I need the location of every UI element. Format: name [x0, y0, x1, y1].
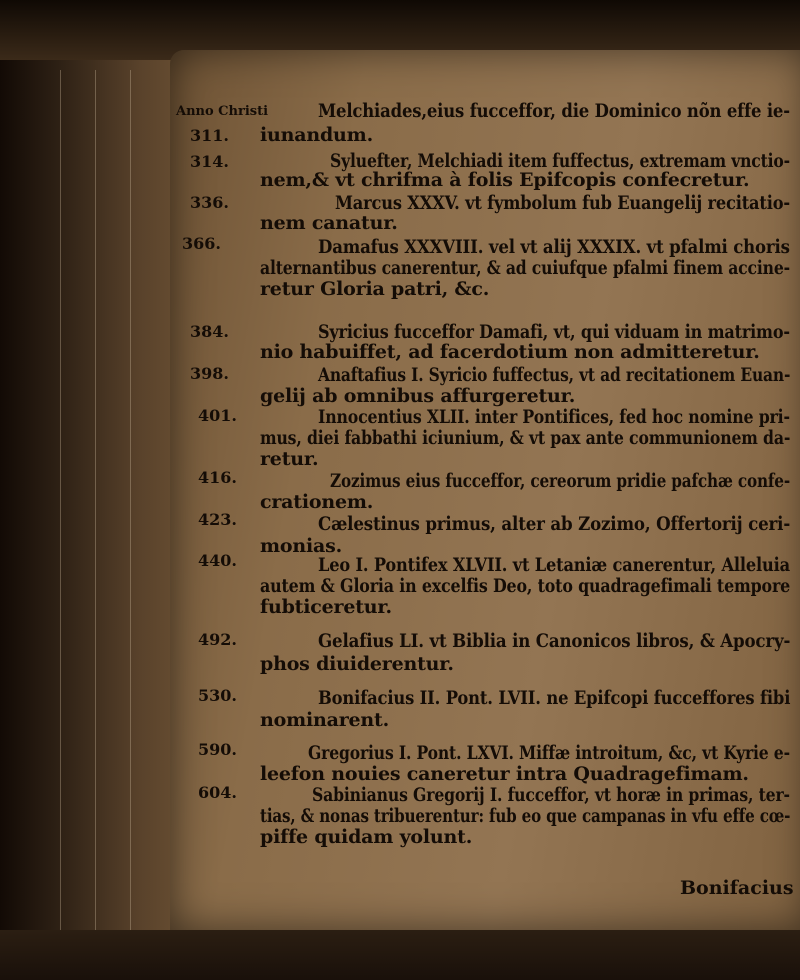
spine-edge-line	[95, 70, 96, 940]
year-label: 366.	[182, 234, 221, 253]
text-line: Zozimus eius fucceffor, cereorum pridie pafchæ confe-	[330, 470, 791, 492]
year-label: 440.	[198, 551, 237, 570]
year-label: 416.	[198, 468, 237, 487]
text-line: nem,& vt chrifma à folis Epifcopis confecretur.	[260, 169, 750, 191]
text-line: monias.	[260, 535, 343, 557]
text-line: gelij ab omnibus affurgeretur.	[260, 385, 576, 407]
text-line: Gregorius I. Pont. LXVI. Miffæ introitum, &c, vt Kyrie e-	[308, 742, 790, 764]
year-label: 530.	[198, 686, 237, 705]
text-line: phos diuiderentur.	[260, 653, 454, 675]
year-label: 336.	[190, 193, 229, 212]
text-line: iunandum.	[260, 124, 373, 146]
text-line: Melchiades,eius fucceffor, die Dominico nõn effe ie-	[318, 100, 790, 122]
text-line: Bonifacius II. Pont. LVII. ne Epifcopi fucceffores fibi	[318, 687, 791, 709]
text-line: tias, & nonas tribuerentur: fub eo que campanas in vfu effe cœ-	[260, 805, 791, 827]
text-line: nem canatur.	[260, 212, 398, 234]
text-line: Leo I. Pontifex XLVII. vt Letaniæ canerentur, Alleluia	[318, 554, 790, 576]
text-line: crationem.	[260, 491, 374, 513]
year-label: 311.	[190, 126, 229, 145]
text-line: retur.	[260, 448, 319, 470]
text-line: nominarent.	[260, 709, 390, 731]
text-line: Innocentius XLII. inter Pontifices, fed hoc nomine pri-	[318, 406, 790, 428]
text-line: mus, diei fabbathi iciunium, & vt pax ante communionem da-	[260, 427, 791, 449]
spine-edge-line	[130, 70, 131, 940]
text-line: piffe quidam yolunt.	[260, 826, 473, 848]
spine-edge-line	[60, 70, 61, 940]
year-label: 423.	[198, 510, 237, 529]
text-line: retur Gloria patri, &c.	[260, 278, 490, 300]
text-line: Syluefter, Melchiadi item fuffectus, extremam vnctio-	[330, 150, 790, 172]
year-label: 384.	[190, 322, 229, 341]
text-line: autem & Gloria in excelfis Deo, toto quadragefimali tempore	[260, 575, 791, 597]
year-label: 590.	[198, 740, 237, 759]
text-line: nio habuiffet, ad facerdotium non admitteretur.	[260, 341, 760, 363]
bottom-shadow	[0, 930, 800, 980]
year-label: 314.	[190, 152, 229, 171]
text-line: Marcus XXXV. vt fymbolum fub Euangelij recitatio-	[335, 192, 790, 214]
anno-christi-heading: Anno Christi	[176, 104, 269, 119]
text-line: Cælestinus primus, alter ab Zozimo, Offertorij ceri-	[318, 513, 791, 535]
year-label: 401.	[198, 406, 237, 425]
year-label: 398.	[190, 364, 229, 383]
text-line: Syricius fucceffor Damafi, vt, qui viduam in matrimo-	[318, 321, 790, 343]
text-line: Sabinianus Gregorij I. fucceffor, vt horæ in primas, ter-	[312, 784, 790, 806]
text-line: Damafus XXXVIII. vel vt alij XXXIX. vt pfalmi choris	[318, 236, 790, 258]
year-label: 604.	[198, 783, 237, 802]
text-line: fubticeretur.	[260, 596, 392, 618]
catchword: Bonifacius	[680, 877, 794, 899]
text-line: Anaftafius I. Syricio fuffectus, vt ad recitationem Euan-	[318, 364, 791, 386]
text-line: leefon nouies caneretur intra Quadragefimam.	[260, 763, 749, 785]
text-line: Gelafius LI. vt Biblia in Canonicos libros, & Apocry-	[318, 630, 791, 652]
year-label: 492.	[198, 630, 237, 649]
text-line: alternantibus canerentur, & ad cuiufque pfalmi finem accine-	[260, 257, 790, 279]
